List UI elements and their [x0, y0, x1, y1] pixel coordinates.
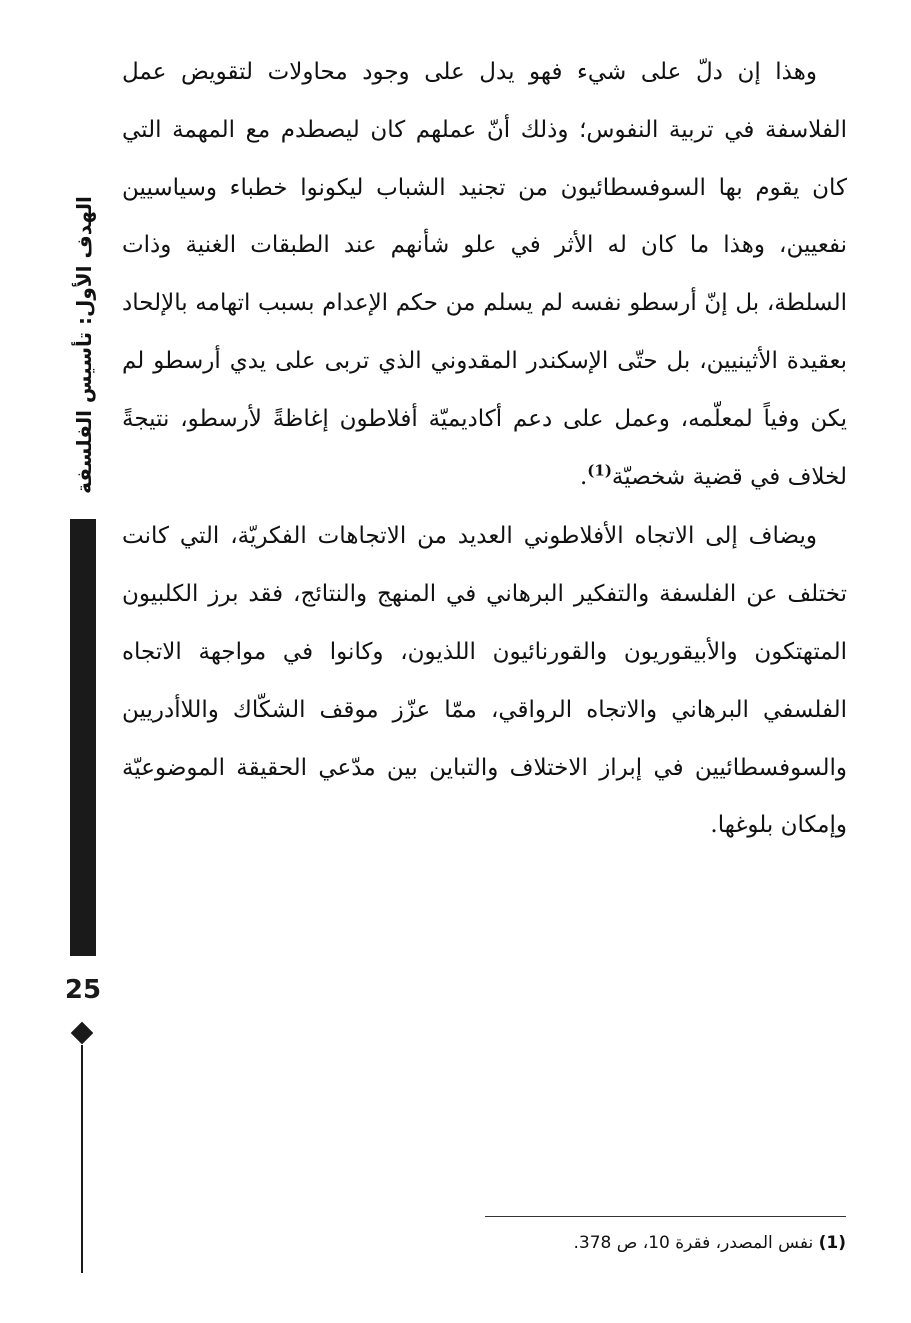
side-black-bar	[70, 519, 96, 956]
footnote-reference[interactable]: (1)	[587, 460, 612, 479]
paragraph-1-text: وهذا إن دلّ على شيء فهو يدل على وجود محاولات لتقويض عمل الفلاسفة في تربية النفوس؛ وذلك أنّ عملهم كان ليصطدم مع المهمة التي كان يقوم بها السوفسطائيون من تجنيد الشباب ليكونوا خطباء وسياسيين نفعيين، وهذا ما كان له الأثر في علو شأنهم عند الطبقات الغنية وذات السلطة، بل إنّ أرسطو نفسه لم يسلم من حكم الإعدام بسبب اتهامه بالإلحاد بعقيدة الأثينيين، بل حتّى الإسكندر المقدوني الذي تربى على يدي أرسطو لم يكن وفياً لمعلّمه، وعمل على دعم أكاديميّة أفلاطون إغاظةً لأرسطو، نتيجةً لخلاف في قضية شخصيّة	[122, 59, 848, 490]
vertical-rule	[81, 1045, 83, 1273]
page-number: 25	[64, 975, 102, 1005]
diamond-icon	[71, 1022, 94, 1045]
footnote-text: نفس المصدر، فقرة 10، ص 378.	[573, 1233, 814, 1253]
paragraph-1	[122, 44, 847, 506]
paragraph-1-period: .	[579, 463, 588, 490]
paragraph-2: ويضاف إلى الاتجاه الأفلاطوني العديد من الاتجاهات الفكريّة، التي كانت تختلف عن الفلسفة والتفكير البرهاني في المنهج والنتائج، فقد برز الكلبيون المتهتكون والأبيقوريون والقورنائيون اللذيون، وكانوا في مواجهة الاتجاه الفلسفي البرهاني والاتجاه الرواقي، ممّا عزّز موقف الشكّاك واللاأدريين والسوفسطائيين في إبراز الاختلاف والتباين بين مدّعي الحقيقة الموضوعيّة وإمكان بلوغها.	[122, 523, 847, 839]
body-text	[122, 44, 847, 855]
footnote	[480, 1233, 846, 1253]
running-title-text: الهدف الأول: تأسيس الفلسفة	[72, 196, 97, 494]
running-title	[64, 190, 104, 500]
footnote-number: (1)	[818, 1233, 846, 1253]
footnote-divider	[485, 1216, 846, 1217]
